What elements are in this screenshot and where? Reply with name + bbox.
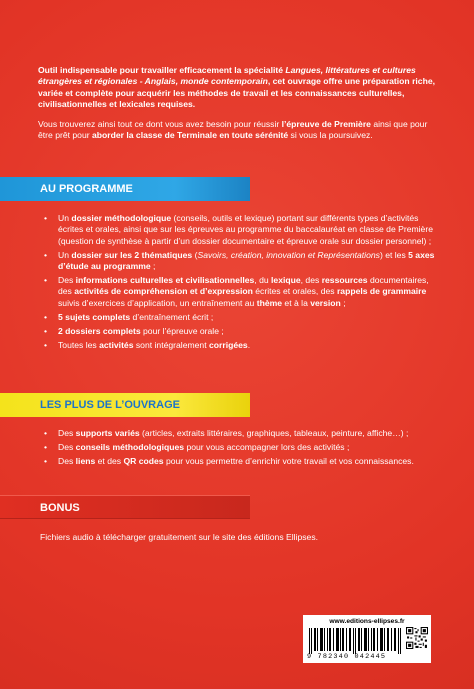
section-title-bonus: BONUS — [0, 495, 250, 519]
speciality-name: Langues, littératures et cultures étrangères et régionales - Anglais, monde contemporain — [38, 65, 416, 87]
list-item: • Des supports variés (articles, extraits littéraires, graphiques, tableaux, peinture, affiche…) ; — [40, 428, 442, 439]
intro-paragraph-2: Vous trouverez ainsi tout ce dont vous avez besoin pour réussir l’épreuve de Première ainsi que pour être prêt pour aborder la classe de Terminale en toute sérénité si vous la poursuivez. — [38, 119, 428, 141]
list-item: • 5 sujets complets d’entraînement écrit ; — [40, 312, 442, 323]
plus-list — [40, 428, 442, 470]
bonus-text: Fichiers audio à télécharger gratuitement sur le site des éditions Ellipses. — [40, 532, 319, 542]
programme-list — [40, 213, 442, 353]
intro-paragraph-1 — [38, 65, 440, 110]
qr-code-icon — [406, 627, 428, 649]
list-item: • Des informations culturelles et civilisationnelles, du lexique, des ressources documentaires, des activités de compréhension et d’expression écrites et orales, des rappels de grammaire suivis d’exercices d’application, un entraînement au thème et à la version ; — [40, 275, 442, 309]
list-item: • Un dossier méthodologique (conseils, outils et lexique) portant sur différents types d’activités écrites et orales, ainsi que sur les épreuves au programme du baccalauréat en classe de Première (question de synthèse à partir d’un dossier documentaire et épreuve orale sur dossier personnel) ; — [40, 213, 442, 247]
list-item: • Des liens et des QR codes pour vous permettre d’enrichir votre travail et vos connaissances. — [40, 456, 442, 467]
intro-p1-rest: , cet ouvrage offre une préparation riche, variée et complète pour acquérir les méthodes de travail et les connaissances culturelles, civilisationnelles et lexicales requises. — [38, 76, 436, 109]
intro-section — [38, 65, 440, 151]
section-title-programme: AU PROGRAMME — [0, 177, 250, 201]
barcode-icon — [309, 628, 401, 654]
list-item: • Un dossier sur les 2 thématiques (Savoirs, création, innovation et Représentations) et les 5 axes d’étude au programme ; — [40, 250, 442, 273]
isbn-number: 9 782340 042445 — [307, 653, 387, 661]
list-item: • Toutes les activités sont intégralement corrigées. — [40, 340, 442, 351]
section-title-plus: LES PLUS DE L’OUVRAGE — [0, 393, 250, 417]
publisher-website: www.editions-ellipses.fr — [329, 618, 405, 625]
list-item: • Des conseils méthodologiques pour vous accompagner lors des activités ; — [40, 442, 442, 453]
intro-p1-lead: Outil indispensable pour travailler efficacement la spécialité — [38, 65, 286, 75]
list-item: • 2 dossiers complets pour l’épreuve orale ; — [40, 326, 442, 337]
barcode-panel — [303, 615, 431, 663]
